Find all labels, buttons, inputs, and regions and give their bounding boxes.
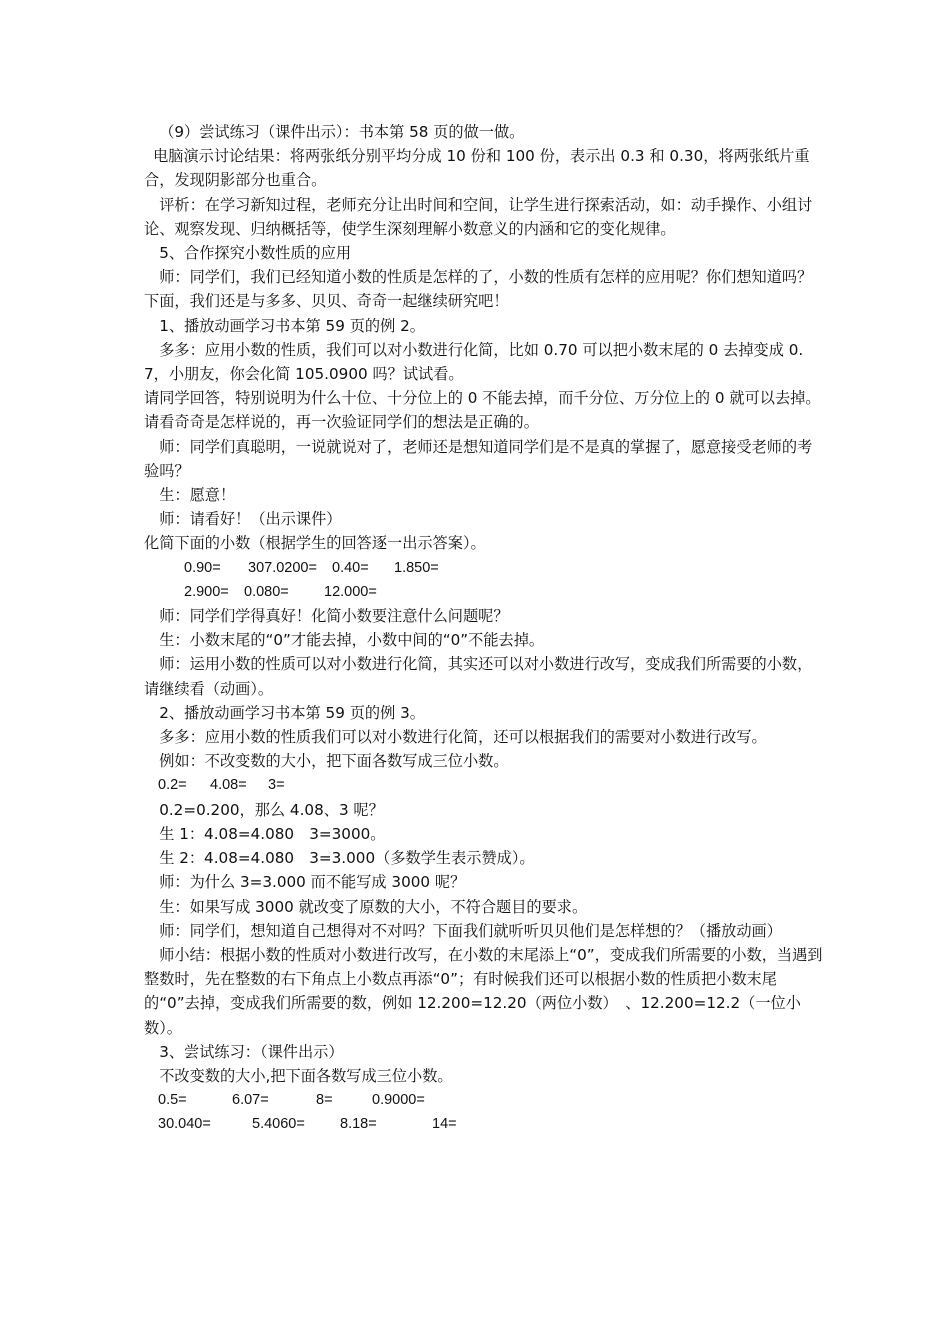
paragraph-teacher-check: 师：同学们，想知道自己想得对不对吗？下面我们就听听贝贝他们是怎样想的？（播放动画） — [159, 921, 782, 940]
paragraph-teacher-why: 师：为什么 3=3.000 而不能写成 3000 呢？ — [159, 873, 466, 892]
paragraph-teacher-intro: 师：同学们，我们已经知道小数的性质是怎样的了，小数的性质有怎样的应用呢？你们想知道吗？下面，我们还是与多多、贝贝、奇奇一起继续研究吧！ — [144, 268, 813, 311]
paragraph-example-2: 1、播放动画学习书本第 59 页的例 2。 — [159, 316, 425, 335]
paragraph-evaluation: 评析：在学习新知过程，老师充分让出时间和空间，让学生进行探索活动，如：动手操作、小组讨论、观察发现、归纳概括等，使学生深刻理解小数意义的内涵和它的变化规律。 — [144, 195, 813, 238]
paragraph-duoduo-simplify: 多多：应用小数的性质，我们可以对小数进行化简，比如 0.70 可以把小数末尾的 0 去掉变成 0.7，小朋友，你会化简 105.0900 吗？试试看。 — [144, 340, 804, 384]
paragraph-simplify-task: 化简下面的小数（根据学生的回答逐一出示答案）。 — [144, 534, 486, 553]
paragraph-student-reason: 生：如果写成 3000 就改变了原数的大小，不符合题目的要求。 — [159, 897, 588, 916]
paragraph-trial-exercise: （9）尝试练习（课件出示）：书本第 58 页的做一做。 — [159, 123, 525, 141]
exercise-row-2 — [144, 580, 824, 604]
paragraph-teacher-summary: 师小结：根据小数的性质对小数进行改写，在小数的末尾添上“0”，变成我们所需要的小数，当遇到整数时，先在整数的右下角点上小数点再添“0”；有时候我们还可以根据小数的性质把小数末尾的“0”去掉，变成我们所需要的数，例如 12.200=12.20（两位小数） 、12.200=12.2（一位小数）。 — [144, 945, 823, 1037]
paragraph-teacher-look: 师：请看好！（出示课件） — [159, 510, 342, 529]
exercise-item: 307.0200= — [248, 559, 317, 576]
exercise-item: 0.080= — [244, 583, 289, 600]
exercise-item: 0.90= — [184, 559, 221, 576]
paragraph-student-rule: 生：小数末尾的“0”才能去掉，小数中间的“0”不能去掉。 — [159, 631, 545, 650]
exercise-item: 8= — [316, 1092, 333, 1109]
paragraph-example-3: 2、播放动画学习书本第 59 页的例 3。 — [159, 703, 425, 722]
paragraph-duoduo-rewrite: 多多：应用小数的性质我们可以对小数进行化简，还可以根据我们的需要对小数进行改写。 — [159, 728, 767, 747]
exercise-item: 5.4060= — [252, 1116, 305, 1133]
paragraph-teacher-rewrite: 师：运用小数的性质可以对小数进行化简，其实还可以对小数进行改写，变成我们所需要的小数，请继续看（动画）。 — [144, 655, 813, 698]
paragraph-what-about: 0.2=0.200，那么 4.08、3 呢？ — [159, 800, 384, 819]
exercise-item: 2.900= — [184, 583, 229, 600]
paragraph-trial-exercise-3: 3、尝试练习：（课件出示） — [159, 1042, 344, 1061]
exercise-item: 3= — [268, 777, 285, 794]
exercise-item: 0.2= — [158, 777, 187, 794]
exercise-row-5 — [144, 1112, 824, 1136]
exercise-item: 6.07= — [232, 1092, 269, 1109]
paragraph-teacher-question: 师：同学们学得真好！化简小数要注意什么问题呢？ — [159, 607, 509, 626]
exercise-item: 30.040= — [158, 1116, 211, 1133]
paragraph-computer-demo: 电脑演示讨论结果：将两张纸分别平均分成 10 份和 100 份，表示出 0.3 和 0.30，将两张纸片重合，发现阴影部分也重合。 — [144, 147, 810, 190]
exercise-item: 0.5= — [158, 1092, 187, 1109]
exercise-item: 0.40= — [332, 559, 369, 576]
paragraph-rewrite-task: 不改变数的大小,把下面各数写成三位小数。 — [159, 1066, 453, 1085]
document-page — [144, 120, 824, 1137]
paragraph-student-1: 生 1：4.08=4.080 3=3000。 — [159, 824, 386, 843]
exercise-item: 8.18= — [340, 1116, 377, 1133]
exercise-item: 4.08= — [210, 777, 247, 794]
exercise-item: 12.000= — [324, 583, 377, 600]
paragraph-student-answer: 请同学回答，特别说明为什么十位、十分位上的 0 不能去掉，而千分位、万分位上的 0 就可以去掉。 — [144, 389, 821, 408]
exercise-row-3 — [144, 773, 824, 797]
paragraph-student-willing: 生：愿意！ — [159, 486, 236, 505]
exercise-item: 14= — [432, 1116, 457, 1133]
exercise-item: 1.850= — [394, 559, 439, 576]
exercise-row-1 — [144, 556, 824, 580]
exercise-row-4 — [144, 1088, 824, 1112]
section-heading-5: 5、合作探究小数性质的应用 — [159, 244, 352, 263]
paragraph-qiqi: 请看奇奇是怎样说的，再一次验证同学们的想法是正确的。 — [144, 413, 539, 432]
paragraph-student-2: 生 2：4.08=4.080 3=3.000（多数学生表示赞成）。 — [159, 849, 535, 868]
paragraph-teacher-test: 师：同学们真聪明，一说就说对了，老师还是想知道同学们是不是真的掌握了，愿意接受老师的考验吗？ — [144, 437, 813, 480]
exercise-item: 0.9000= — [372, 1092, 425, 1109]
paragraph-for-example: 例如：不改变数的大小，把下面各数写成三位小数。 — [159, 752, 509, 771]
